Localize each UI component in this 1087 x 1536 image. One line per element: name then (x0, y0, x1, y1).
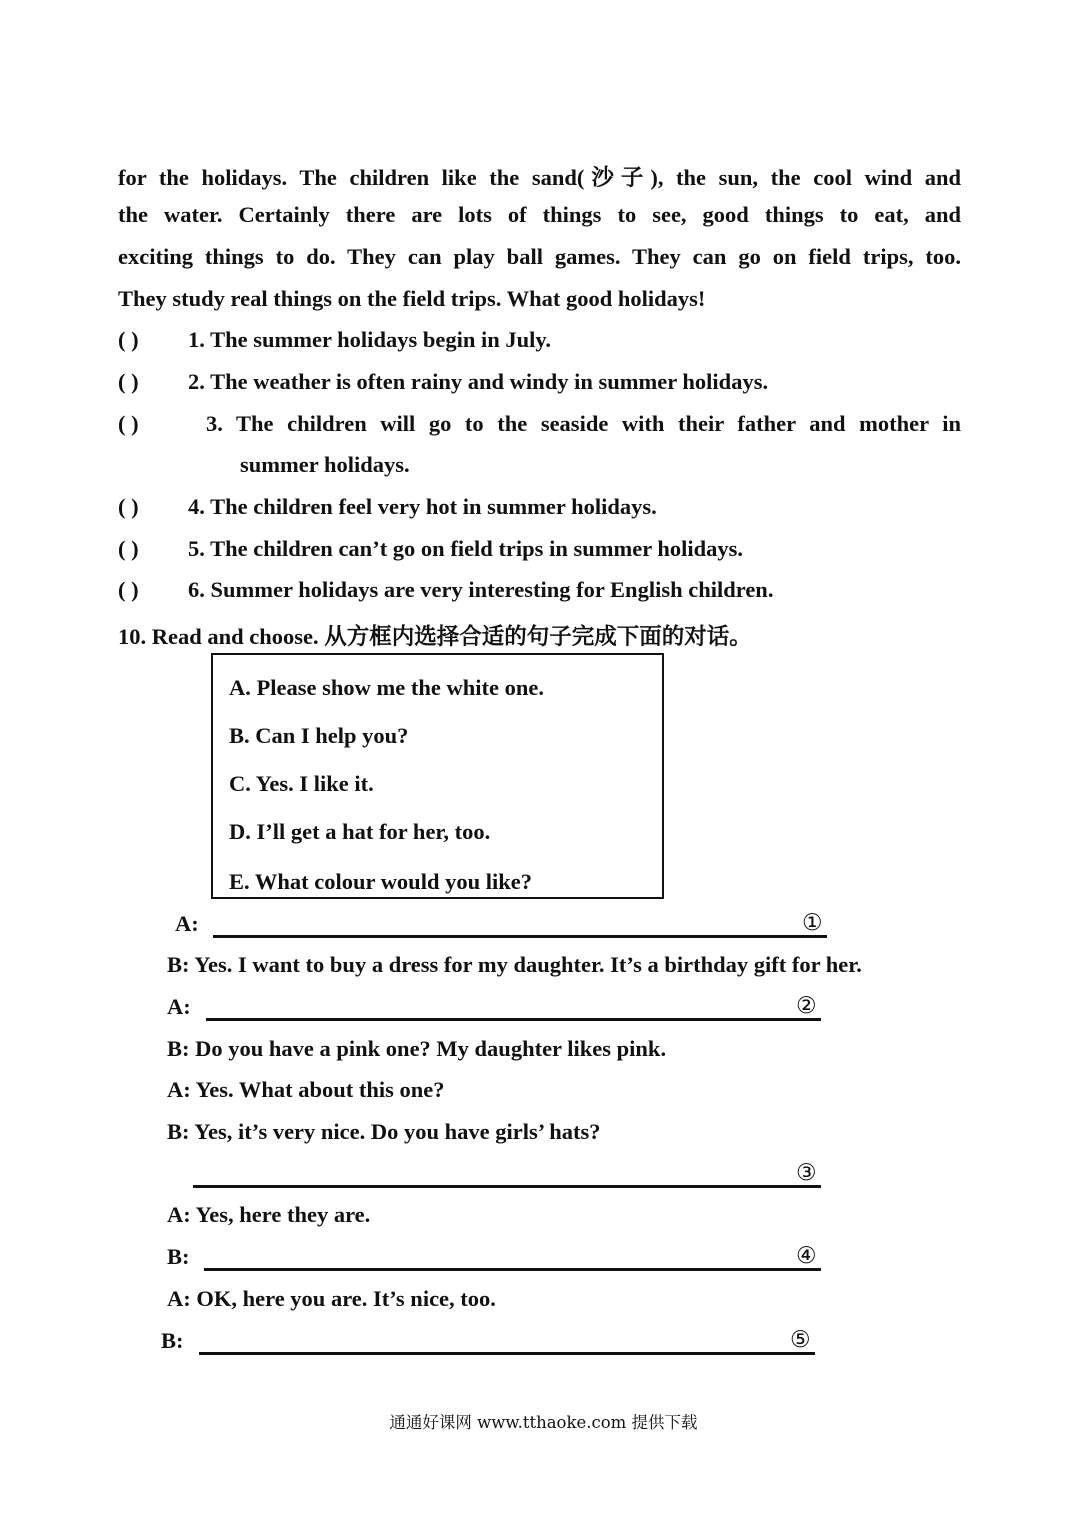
answer-line-4[interactable] (204, 1268, 821, 1271)
dialogue-a5: A: OK, here you are. It’s nice, too. (167, 1286, 496, 1311)
page-footer: 通通好课网 www.tthaoke.com 提供下载 (389, 1413, 698, 1432)
passage-line-1: for the holidays. The children like the sand(沙子), the sun, the cool wind and (118, 165, 961, 190)
answer-line-2[interactable] (206, 1018, 821, 1021)
answer-blank-paren[interactable]: ( ) (118, 536, 139, 561)
answer-blank-paren[interactable]: ( ) (118, 494, 139, 519)
question-text: 5. The children can’t go on field trips in summer holidays. (188, 536, 744, 561)
answer-line-5[interactable] (199, 1352, 815, 1355)
dialogue-a2-label: A: (167, 994, 191, 1019)
question-text: 1. The summer holidays begin in July. (188, 327, 552, 352)
section-10-heading: 10. Read and choose. 从方框内选择合适的句子完成下面的对话。 (118, 624, 752, 649)
question-text: 6. Summer holidays are very interesting for English children. (188, 577, 774, 602)
dialogue-b1: B: Yes. I want to buy a dress for my daughter. It’s a birthday gift for her. (167, 952, 862, 977)
question-3-text-line-1: 3. The children will go to the seaside with their father and mother in (206, 411, 961, 436)
dialogue-b3: B: Yes, it’s very nice. Do you have girls’ hats? (167, 1119, 601, 1144)
option-b: B. Can I help you? (229, 723, 409, 748)
passage-line-3: exciting things to do. They can play ball games. They can go on field trips, too. (118, 244, 961, 269)
passage-line-2: the water. Certainly there are lots of things to see, good things to eat, and (118, 202, 961, 227)
option-a: A. Please show me the white one. (229, 675, 544, 700)
option-c: C. Yes. I like it. (229, 771, 374, 796)
option-e: E. What colour would you like? (229, 869, 532, 894)
answer-blank-paren[interactable]: ( ) (118, 577, 139, 602)
question-text: 2. The weather is often rainy and windy in summer holidays. (188, 369, 769, 394)
dialogue-a4: A: Yes, here they are. (167, 1202, 371, 1227)
answer-line-3[interactable] (193, 1185, 821, 1188)
circled-number-1: ① (802, 910, 823, 936)
circled-number-5: ⑤ (790, 1327, 811, 1353)
dialogue-b5-label: B: (161, 1328, 184, 1353)
circled-number-4: ④ (796, 1243, 817, 1269)
passage-line-4: They study real things on the field trips. What good holidays! (118, 286, 706, 311)
answer-line-1[interactable] (213, 935, 827, 938)
dialogue-b4-label: B: (167, 1244, 190, 1269)
options-box (211, 653, 664, 899)
question-3-text-line-2: summer holidays. (240, 452, 410, 477)
question-text: 4. The children feel very hot in summer holidays. (188, 494, 657, 519)
answer-blank-paren[interactable]: ( ) (118, 327, 139, 352)
dialogue-a1-label: A: (175, 911, 199, 936)
circled-number-3: ③ (796, 1160, 817, 1186)
dialogue-a3: A: Yes. What about this one? (167, 1077, 445, 1102)
option-d: D. I’ll get a hat for her, too. (229, 819, 491, 844)
circled-number-2: ② (796, 993, 817, 1019)
dialogue-b2: B: Do you have a pink one? My daughter likes pink. (167, 1036, 667, 1061)
answer-blank-paren[interactable]: ( ) (118, 411, 139, 436)
answer-blank-paren[interactable]: ( ) (118, 369, 139, 394)
